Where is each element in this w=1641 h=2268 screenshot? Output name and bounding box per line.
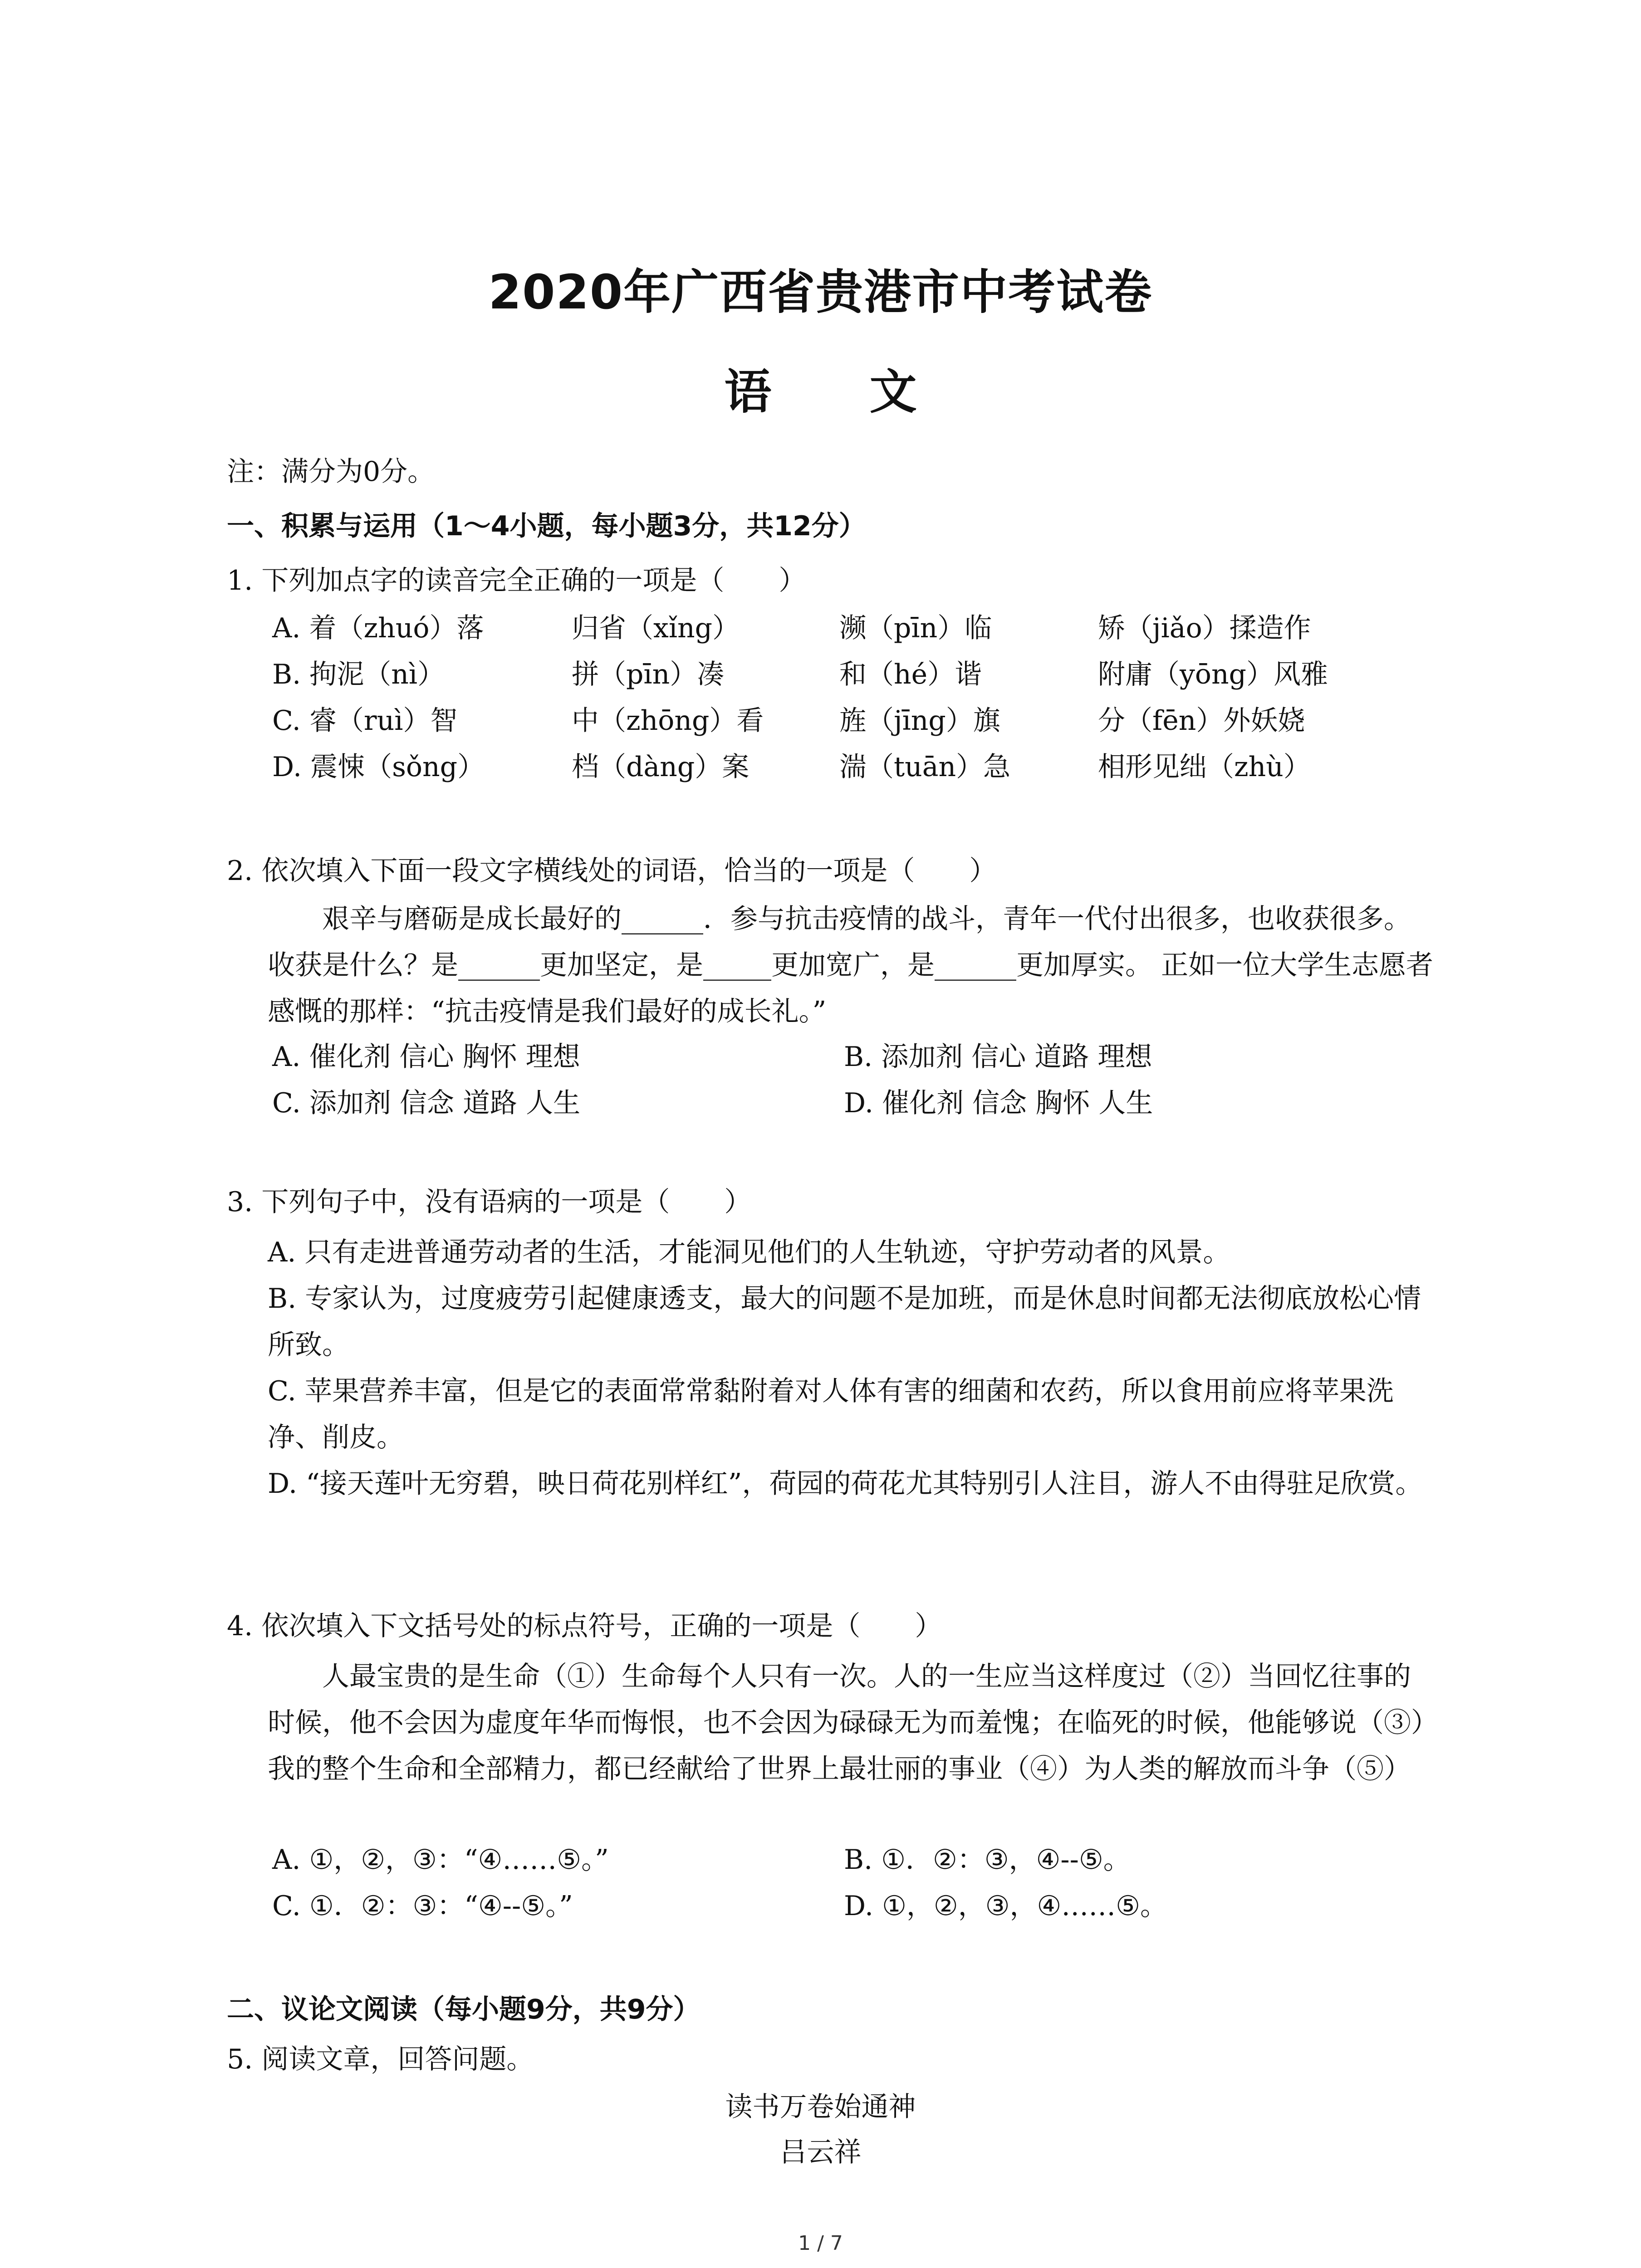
q2-option-d: D. 催化剂 信念 胸怀 人生 xyxy=(844,1087,1153,1119)
page-title: 2020年广西省贵港市中考试卷 xyxy=(488,264,1153,320)
q1-option-a-1: A. 着（zhuó）落 xyxy=(272,612,484,644)
q4-option-c: C. ①．②：③：“④--⑤。” xyxy=(272,1890,573,1922)
q3-option-b: B. 专家认为，过度疲劳引起健康透支，最大的问题不是加班，而是休息时间都无法彻底放松心情所致。 xyxy=(268,1283,1421,1361)
score-note: 注：满分为0分。 xyxy=(227,456,435,488)
q1-option-c-4: 分（fēn）外妖娆 xyxy=(1098,705,1305,737)
q1-option-b-2: 拼（pīn）凑 xyxy=(572,659,725,690)
q2-option-c: C. 添加剂 信念 道路 人生 xyxy=(272,1087,581,1119)
q4-option-a: A. ①，②，③：“④……⑤。” xyxy=(272,1844,609,1876)
q2-option-b: B. 添加剂 信心 道路 理想 xyxy=(844,1041,1152,1073)
q4-stem: 4. 依次填入下文括号处的标点符号，正确的一项是（ ） xyxy=(227,1610,942,1642)
q3-option-c: C. 苹果营养丰富，但是它的表面常常黏附着对人体有害的细菌和农药，所以食用前应将苹果洗净、削皮。 xyxy=(268,1375,1394,1453)
q1-option-d-1: D. 震悚（sǒng） xyxy=(272,751,485,783)
q3-option-a: A. 只有走进普通劳动者的生活，才能洞见他们的人生轨迹，守护劳动者的风景。 xyxy=(268,1237,1230,1268)
q1-option-a-3: 濒（pīn）临 xyxy=(839,612,992,644)
q3-option-d: D. “接天莲叶无穷碧，映日荷花别样红”，荷园的荷花尤其特别引人注目，游人不由得驻足欣赏。 xyxy=(268,1468,1423,1500)
q2-stem: 2. 依次填入下面一段文字横线处的词语，恰当的一项是（ ） xyxy=(227,855,997,887)
q1-option-d-2: 档（dàng）案 xyxy=(572,751,749,783)
q1-option-d-4: 相形见绌（zhù） xyxy=(1098,751,1311,783)
q1-option-c-3: 旌（jīng）旗 xyxy=(839,705,1000,737)
q4-passage: 人最宝贵的是生命（①）生命每个人只有一次。人的一生应当这样度过（②）当回忆往事的时候，他不会因为虚度年华而悔恨，也不会因为碌碌无为而羞愧；在临死的时候，他能够说（③）我的整个生命和全部精力，都已经献给了世界上最壮丽的事业（④）为人类的解放而斗争（⑤） xyxy=(268,1661,1425,1785)
q1-option-a-2: 归省（xǐng） xyxy=(572,612,740,644)
q1-stem: 1. 下列加点字的读音完全正确的一项是（ ） xyxy=(227,565,806,596)
article-author: 吕云祥 xyxy=(779,2136,862,2168)
subject-title: 语 文 xyxy=(724,364,958,420)
q1-option-b-4: 附庸（yōng）风雅 xyxy=(1098,659,1328,690)
section1-heading: 一、积累与运用（1～4小题，每小题3分，共12分） xyxy=(227,510,866,542)
q1-option-d-3: 湍（tuān）急 xyxy=(839,751,1011,783)
article-title: 读书万卷始通神 xyxy=(725,2091,916,2123)
q1-option-b-1: B. 拘泥（nì） xyxy=(272,659,445,690)
page-number: 1 / 7 xyxy=(798,2232,843,2255)
q1-option-c-1: C. 睿（ruì）智 xyxy=(272,705,458,737)
q2-passage: 艰辛与磨砺是成长最好的______．参与抗击疫情的战斗，青年一代付出很多，也收获很多。收获是什么？是______更加坚定，是_____更加宽广，是______更加厚实。 正如一位大学生志愿者感慨的那样：“抗击疫情是我们最好的成长礼。” xyxy=(268,903,1434,1027)
q4-option-d: D. ①，②，③，④……⑤。 xyxy=(844,1890,1168,1922)
q5-stem: 5. 阅读文章，回答问题。 xyxy=(227,2043,534,2075)
q1-option-a-4: 矫（jiǎo）揉造作 xyxy=(1098,612,1311,644)
q1-option-b-3: 和（hé）谐 xyxy=(839,659,982,690)
section2-heading: 二、议论文阅读（每小题9分，共9分） xyxy=(227,1994,700,2025)
q2-option-a: A. 催化剂 信心 胸怀 理想 xyxy=(272,1041,580,1073)
q3-stem: 3. 下列句子中，没有语病的一项是（ ） xyxy=(227,1186,752,1218)
q4-option-b: B. ①．②：③，④--⑤。 xyxy=(844,1844,1131,1876)
q1-option-c-2: 中（zhōng）看 xyxy=(572,705,764,737)
